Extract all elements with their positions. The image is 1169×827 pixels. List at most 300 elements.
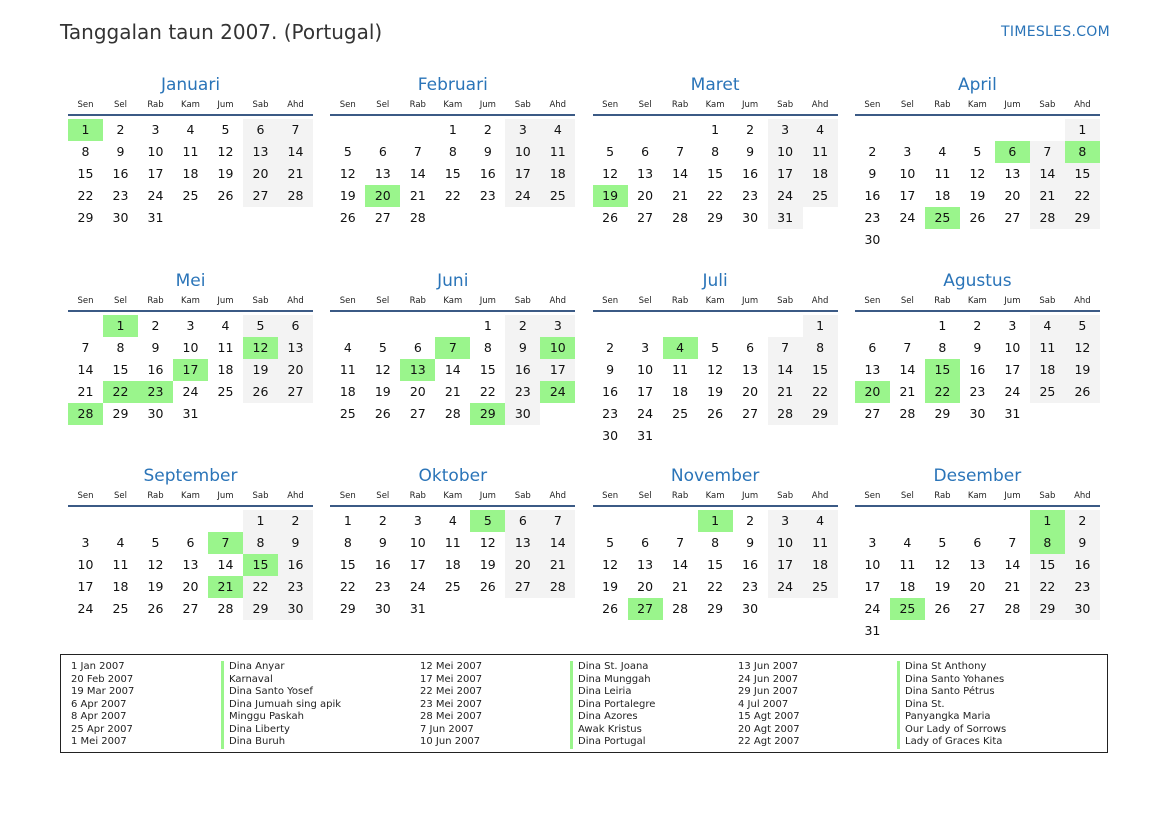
day-cell: 19: [374, 384, 391, 399]
weekday-label: Rab: [147, 296, 164, 306]
legend-date: 22 Agt 2007: [738, 736, 800, 747]
day-cell: 29: [934, 406, 951, 421]
day-cell: 26: [707, 406, 724, 421]
day-cell: 1: [1065, 119, 1100, 141]
empty-cell: [855, 119, 890, 141]
day-cell: 9: [746, 535, 755, 550]
day-cell: 2: [746, 513, 755, 528]
weekday-label: Sab: [514, 100, 531, 110]
day-cell: 1: [343, 513, 352, 528]
legend-holiday-name: Dina Liberty: [221, 724, 341, 737]
day-cell: 1: [938, 318, 947, 333]
month-februari: [330, 73, 575, 269]
weekday-header: [68, 488, 313, 507]
day-cell: 8: [81, 144, 90, 159]
empty-cell: [890, 119, 925, 141]
empty-cell: [68, 315, 103, 337]
day-cell: 9: [116, 144, 125, 159]
holiday-day-cell: 22: [103, 381, 138, 403]
holiday-day-cell: 25: [890, 598, 925, 620]
day-cell: 1: [711, 122, 720, 137]
day-cell: 27: [505, 576, 540, 598]
day-cell: 16: [742, 166, 759, 181]
day-cell: 17: [899, 188, 916, 203]
day-cell: 23: [1065, 576, 1100, 598]
month-april: [855, 73, 1100, 269]
empty-cell: [925, 119, 960, 141]
day-cell: 29: [707, 210, 724, 225]
day-cell: 20: [278, 359, 313, 381]
day-cell: 10: [637, 362, 654, 377]
weekday-label: Sen: [339, 491, 356, 501]
day-cell: 6: [973, 535, 982, 550]
month-oktober: [330, 464, 575, 659]
day-cell: 15: [1065, 163, 1100, 185]
holiday-day-cell: 20: [855, 381, 890, 403]
holiday-day-cell: 17: [173, 359, 208, 381]
day-cell: 20: [742, 384, 759, 399]
day-cell: 13: [864, 362, 881, 377]
weekday-label: Jum: [1004, 296, 1021, 306]
day-cell: 8: [243, 532, 278, 554]
day-cell: 9: [606, 362, 615, 377]
empty-cell: [593, 315, 628, 337]
day-cell: 8: [448, 144, 457, 159]
day-cell: 7: [768, 337, 803, 359]
day-cell: 23: [479, 188, 496, 203]
day-cell: 3: [81, 535, 90, 550]
legend-date: 15 Agt 2007: [738, 711, 800, 722]
day-cell: 3: [641, 340, 650, 355]
day-cell: 8: [803, 337, 838, 359]
day-cell: 3: [903, 144, 912, 159]
day-cell: 26: [243, 381, 278, 403]
day-cell: 26: [934, 601, 951, 616]
legend-date: 24 Jun 2007: [738, 673, 799, 685]
days-grid: [593, 119, 838, 229]
day-cell: 30: [864, 232, 881, 247]
day-cell: 26: [339, 210, 356, 225]
day-cell: 20: [182, 579, 199, 594]
day-cell: 5: [606, 144, 615, 159]
holiday-day-cell: 15: [925, 359, 960, 381]
day-cell: 13: [969, 557, 986, 572]
day-cell: 11: [182, 144, 199, 159]
weekday-label: Kam: [181, 491, 200, 501]
legend-date-column: [71, 661, 134, 749]
day-cell: 10: [409, 535, 426, 550]
day-cell: 15: [707, 166, 724, 181]
holiday-day-cell: 23: [138, 381, 173, 403]
day-cell: 27: [1004, 210, 1021, 225]
day-cell: 25: [672, 406, 689, 421]
day-cell: 28: [217, 601, 234, 616]
day-cell: 16: [864, 188, 881, 203]
day-cell: 25: [540, 185, 575, 207]
day-cell: 14: [1030, 163, 1065, 185]
day-cell: 7: [1008, 535, 1017, 550]
weekday-label: Sel: [638, 100, 652, 110]
day-cell: 29: [339, 601, 356, 616]
day-cell: 25: [217, 384, 234, 399]
day-cell: 23: [278, 576, 313, 598]
legend-holiday-name: Dina St. Joana: [570, 661, 655, 674]
weekday-label: Rab: [409, 296, 426, 306]
day-cell: 23: [742, 188, 759, 203]
month-september: [68, 464, 313, 659]
legend-holiday-name: Dina Jumuah sing apik: [221, 699, 341, 712]
weekday-label: Sen: [77, 491, 94, 501]
month-name: November: [670, 466, 760, 486]
day-cell: 23: [969, 384, 986, 399]
empty-cell: [890, 315, 925, 337]
day-cell: 8: [938, 340, 947, 355]
weekday-header: [593, 97, 838, 116]
holiday-day-cell: 8: [1065, 141, 1100, 163]
holiday-day-cell: 24: [540, 381, 575, 403]
day-cell: 10: [1004, 340, 1021, 355]
weekday-label: Rab: [934, 100, 951, 110]
day-cell: 15: [339, 557, 356, 572]
day-cell: 5: [243, 315, 278, 337]
weekday-label: Sab: [252, 491, 269, 501]
day-cell: 3: [413, 513, 422, 528]
day-cell: 5: [711, 340, 720, 355]
weekday-label: Kam: [705, 100, 725, 110]
day-cell: 28: [899, 406, 916, 421]
day-cell: 18: [182, 166, 199, 181]
empty-cell: [960, 119, 995, 141]
day-cell: 26: [602, 601, 619, 616]
day-cell: 14: [77, 362, 94, 377]
weekday-label: Jum: [742, 100, 759, 110]
day-cell: 10: [147, 144, 164, 159]
legend-date: 25 Apr 2007: [71, 723, 133, 735]
empty-cell: [855, 510, 890, 532]
day-cell: 17: [505, 163, 540, 185]
day-cell: 13: [637, 557, 654, 572]
weekday-label: Sab: [514, 491, 531, 501]
day-cell: 28: [768, 403, 803, 425]
weekday-label: Jum: [742, 296, 759, 306]
holiday-day-cell: 1: [698, 510, 733, 532]
weekday-label: Sel: [114, 100, 127, 110]
day-cell: 23: [864, 210, 881, 225]
day-cell: 28: [672, 601, 689, 616]
day-cell: 26: [374, 406, 391, 421]
day-cell: 6: [413, 340, 422, 355]
day-cell: 26: [147, 601, 164, 616]
day-cell: 20: [637, 579, 654, 594]
day-cell: 5: [938, 535, 947, 550]
day-cell: 24: [182, 384, 199, 399]
empty-cell: [103, 510, 138, 532]
day-cell: 2: [1065, 510, 1100, 532]
days-grid: [68, 510, 313, 620]
weekday-label: Kam: [967, 100, 987, 110]
holiday-day-cell: 7: [208, 532, 243, 554]
day-cell: 30: [742, 210, 759, 225]
weekday-label: Sab: [1039, 100, 1056, 110]
days-grid: [68, 315, 313, 425]
day-cell: 6: [746, 340, 755, 355]
day-cell: 7: [81, 340, 90, 355]
day-cell: 30: [374, 601, 391, 616]
empty-cell: [365, 119, 400, 141]
weekday-label: Jum: [742, 491, 759, 501]
day-cell: 19: [934, 579, 951, 594]
day-cell: 27: [969, 601, 986, 616]
day-cell: 2: [278, 510, 313, 532]
month-name: Juli: [702, 271, 728, 291]
month-name: Mei: [175, 271, 206, 291]
day-cell: 8: [483, 340, 492, 355]
day-cell: 5: [1065, 315, 1100, 337]
calendar-grid: [68, 73, 1100, 659]
month-name: Oktober: [418, 466, 488, 486]
day-cell: 1: [448, 122, 457, 137]
legend-date: 19 Mar 2007: [71, 686, 135, 697]
day-cell: 4: [540, 119, 575, 141]
weekday-label: Jum: [217, 296, 234, 306]
day-cell: 12: [707, 362, 724, 377]
legend-date: 12 Mei 2007: [420, 661, 483, 672]
day-cell: 23: [505, 381, 540, 403]
day-cell: 24: [505, 185, 540, 207]
legend-date: 1 Jan 2007: [71, 661, 125, 672]
day-cell: 2: [606, 340, 615, 355]
month-agustus: [855, 269, 1100, 464]
day-cell: 14: [217, 557, 234, 572]
day-cell: 9: [378, 535, 387, 550]
day-cell: 13: [505, 532, 540, 554]
legend-holiday-name: Dina Santo Yohanes: [897, 674, 1006, 687]
empty-cell: [138, 510, 173, 532]
weekday-label: Sel: [376, 491, 390, 501]
day-cell: 19: [339, 188, 356, 203]
empty-cell: [68, 510, 103, 532]
holiday-day-cell: 22: [925, 381, 960, 403]
day-cell: 17: [768, 163, 803, 185]
holiday-day-cell: 1: [68, 119, 103, 141]
empty-cell: [960, 510, 995, 532]
weekday-label: Jum: [479, 100, 496, 110]
day-cell: 25: [182, 188, 199, 203]
day-cell: 12: [934, 557, 951, 572]
day-cell: 12: [339, 166, 356, 181]
day-cell: 22: [707, 579, 724, 594]
day-cell: 29: [803, 403, 838, 425]
weekday-header: [330, 488, 575, 507]
day-cell: 27: [864, 406, 881, 421]
days-grid: [855, 315, 1100, 425]
empty-cell: [1030, 119, 1065, 141]
empty-cell: [330, 315, 365, 337]
day-cell: 4: [186, 122, 195, 137]
day-cell: 18: [934, 188, 951, 203]
day-cell: 16: [742, 557, 759, 572]
days-grid: [330, 315, 575, 425]
day-cell: 6: [278, 315, 313, 337]
weekday-label: Ahd: [287, 491, 304, 501]
day-cell: 30: [742, 601, 759, 616]
brand-link[interactable]: TIMESLES.COM: [1001, 24, 1110, 40]
empty-cell: [330, 119, 365, 141]
day-cell: 16: [278, 554, 313, 576]
day-cell: 15: [112, 362, 129, 377]
day-cell: 18: [803, 554, 838, 576]
holiday-legend: [60, 654, 1108, 753]
day-cell: 15: [803, 359, 838, 381]
weekday-header: [855, 293, 1100, 312]
day-cell: 11: [803, 141, 838, 163]
day-cell: 17: [1004, 362, 1021, 377]
empty-cell: [628, 315, 663, 337]
empty-cell: [995, 510, 1030, 532]
day-cell: 11: [540, 141, 575, 163]
day-cell: 8: [116, 340, 125, 355]
empty-cell: [733, 315, 768, 337]
day-cell: 26: [217, 188, 234, 203]
day-cell: 21: [899, 384, 916, 399]
day-cell: 21: [540, 554, 575, 576]
day-cell: 11: [339, 362, 356, 377]
month-name: September: [143, 466, 238, 486]
holiday-day-cell: 7: [435, 337, 470, 359]
day-cell: 11: [112, 557, 129, 572]
day-cell: 21: [672, 579, 689, 594]
holiday-day-cell: 6: [995, 141, 1030, 163]
legend-date-column: [738, 661, 800, 749]
day-cell: 16: [505, 359, 540, 381]
day-cell: 28: [409, 210, 426, 225]
month-name: April: [957, 75, 997, 95]
day-cell: 15: [707, 557, 724, 572]
day-cell: 5: [973, 144, 982, 159]
day-cell: 27: [637, 210, 654, 225]
days-grid: [330, 510, 575, 620]
day-cell: 14: [1004, 557, 1021, 572]
day-cell: 18: [217, 362, 234, 377]
day-cell: 24: [768, 576, 803, 598]
weekday-label: Sen: [77, 296, 94, 306]
day-cell: 27: [182, 601, 199, 616]
empty-cell: [698, 315, 733, 337]
day-cell: 14: [672, 166, 689, 181]
day-cell: 12: [147, 557, 164, 572]
weekday-label: Sen: [864, 100, 881, 110]
day-cell: 21: [444, 384, 461, 399]
day-cell: 22: [1065, 185, 1100, 207]
day-cell: 21: [278, 163, 313, 185]
day-cell: 28: [672, 210, 689, 225]
day-cell: 11: [217, 340, 234, 355]
weekday-label: Sab: [777, 296, 794, 306]
day-cell: 16: [112, 166, 129, 181]
day-cell: 27: [374, 210, 391, 225]
empty-cell: [628, 510, 663, 532]
legend-date: 10 Jun 2007: [420, 736, 481, 747]
empty-cell: [400, 119, 435, 141]
day-cell: 9: [746, 144, 755, 159]
weekday-label: Sab: [777, 491, 794, 501]
day-cell: 9: [151, 340, 160, 355]
day-cell: 22: [479, 384, 496, 399]
day-cell: 15: [479, 362, 496, 377]
day-cell: 13: [1004, 166, 1021, 181]
legend-holiday-name: Dina Munggah: [570, 674, 655, 687]
legend-date: 28 Mei 2007: [420, 711, 483, 722]
day-cell: 18: [803, 163, 838, 185]
weekday-label: Sen: [864, 296, 881, 306]
day-cell: 25: [339, 406, 356, 421]
day-cell: 19: [217, 166, 234, 181]
day-cell: 16: [969, 362, 986, 377]
holiday-day-cell: 1: [1030, 510, 1065, 532]
weekday-label: Rab: [409, 100, 426, 110]
day-cell: 6: [505, 510, 540, 532]
day-cell: 22: [444, 188, 461, 203]
day-cell: 1: [243, 510, 278, 532]
weekday-label: Jum: [479, 491, 496, 501]
day-cell: 22: [339, 579, 356, 594]
day-cell: 20: [409, 384, 426, 399]
day-cell: 10: [77, 557, 94, 572]
day-cell: 4: [448, 513, 457, 528]
day-cell: 10: [899, 166, 916, 181]
day-cell: 27: [742, 406, 759, 421]
day-cell: 4: [938, 144, 947, 159]
empty-cell: [995, 119, 1030, 141]
weekday-label: Sel: [114, 491, 127, 501]
day-cell: 4: [343, 340, 352, 355]
day-cell: 5: [151, 535, 160, 550]
weekday-label: Ahd: [811, 296, 829, 306]
day-cell: 21: [1004, 579, 1021, 594]
day-cell: 18: [672, 384, 689, 399]
weekday-label: Ahd: [549, 100, 567, 110]
legend-holiday-name: Our Lady of Sorrows: [897, 724, 1006, 737]
day-cell: 5: [606, 535, 615, 550]
days-grid: [855, 119, 1100, 251]
day-cell: 30: [112, 210, 129, 225]
empty-cell: [663, 315, 698, 337]
day-cell: 28: [1004, 601, 1021, 616]
day-cell: 6: [641, 535, 650, 550]
month-juli: [593, 269, 838, 464]
weekday-label: Rab: [147, 491, 164, 501]
day-cell: 30: [278, 598, 313, 620]
day-cell: 28: [540, 576, 575, 598]
day-cell: 7: [676, 535, 685, 550]
month-name: Desember: [933, 466, 1022, 486]
weekday-label: Kam: [967, 296, 987, 306]
day-cell: 18: [339, 384, 356, 399]
legend-holiday-name: Dina Portalegre: [570, 699, 655, 712]
day-cell: 14: [672, 557, 689, 572]
day-cell: 10: [505, 141, 540, 163]
day-cell: 1: [483, 318, 492, 333]
day-cell: 22: [803, 381, 838, 403]
weekday-label: Ahd: [549, 491, 567, 501]
day-cell: 31: [637, 428, 654, 443]
day-cell: 15: [444, 166, 461, 181]
day-cell: 18: [112, 579, 129, 594]
page-title: Tanggalan taun 2007. (Portugal): [60, 20, 383, 44]
day-cell: 24: [899, 210, 916, 225]
weekday-header: [855, 97, 1100, 116]
days-grid: [593, 315, 838, 447]
